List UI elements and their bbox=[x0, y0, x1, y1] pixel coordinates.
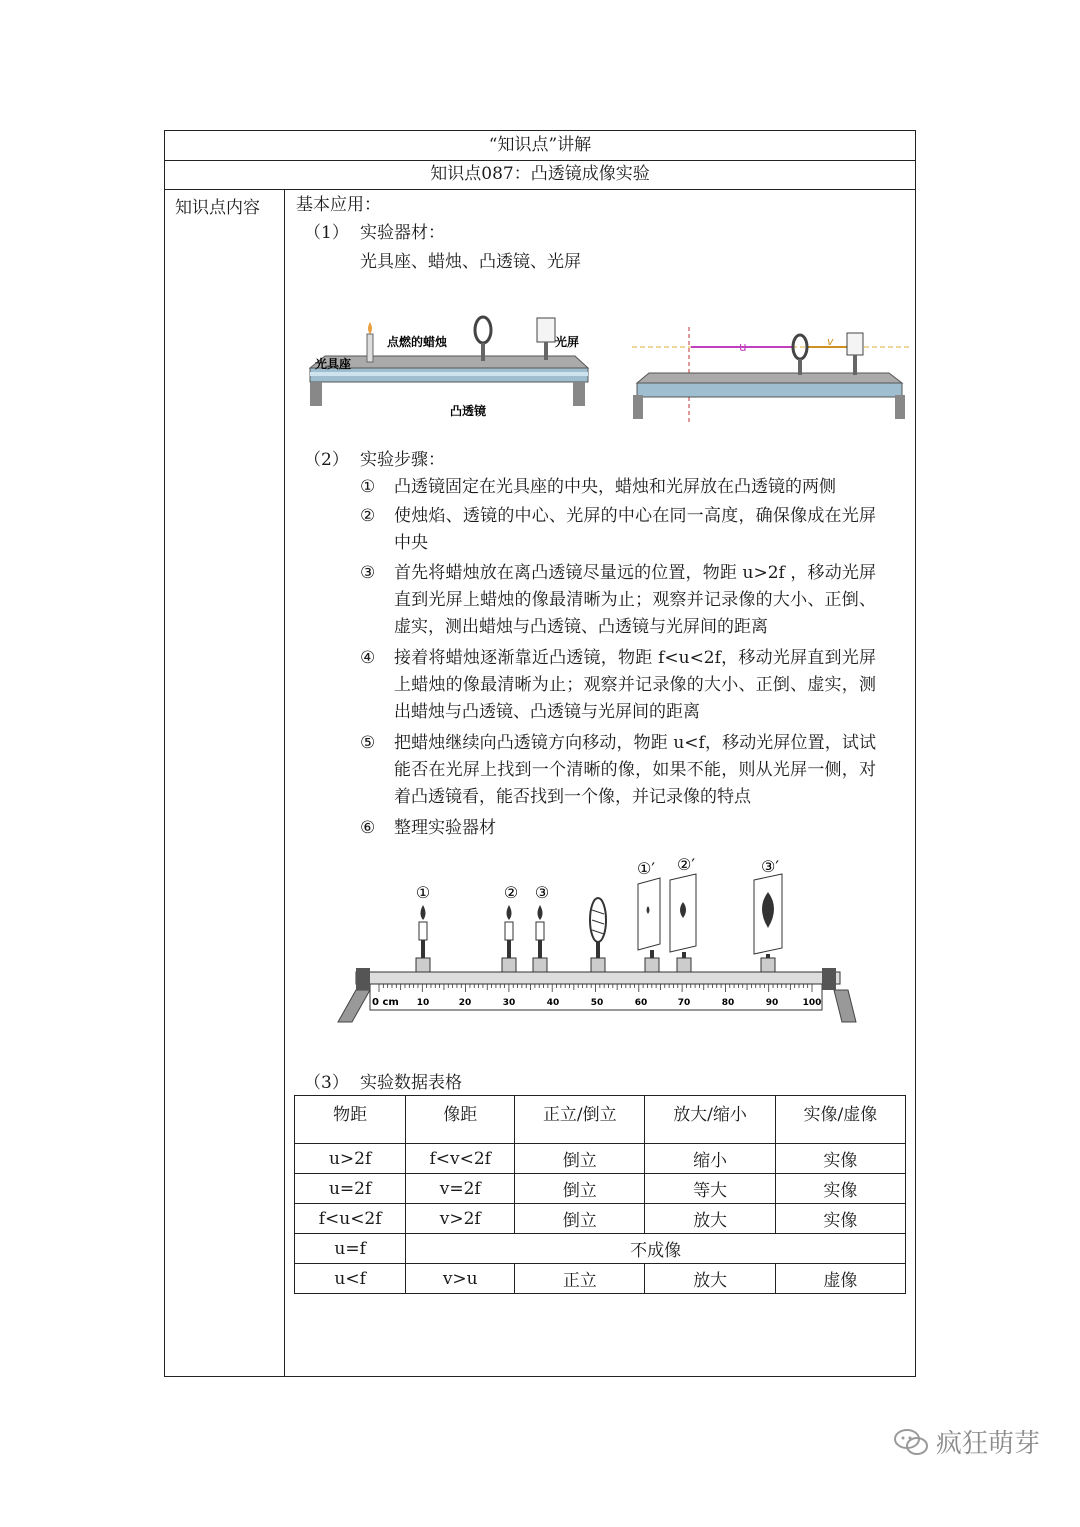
candle-body bbox=[419, 922, 427, 940]
screen-stand bbox=[544, 342, 548, 360]
screen-stand bbox=[766, 954, 770, 958]
part1-num: （1） bbox=[304, 223, 349, 243]
table-row bbox=[295, 1234, 906, 1264]
table-cell: 倒立 bbox=[515, 1174, 645, 1204]
bench-leg-right bbox=[834, 990, 856, 1022]
wechat-icon bbox=[893, 1427, 929, 1457]
screen-stand bbox=[853, 355, 857, 375]
step-num: ① bbox=[360, 477, 376, 497]
data-table bbox=[294, 1095, 906, 1294]
candle-label: ③ bbox=[534, 883, 550, 902]
candle-stand bbox=[538, 940, 542, 958]
candle-base bbox=[533, 958, 547, 972]
screen-1 bbox=[637, 859, 660, 972]
table-cell: u=f bbox=[295, 1234, 406, 1264]
candle-2 bbox=[502, 883, 518, 972]
candle-stand bbox=[421, 940, 425, 958]
header-cell: 物距 bbox=[295, 1096, 406, 1144]
lens bbox=[590, 898, 606, 972]
bench-scale bbox=[310, 372, 588, 376]
bench-leg-left bbox=[633, 395, 643, 419]
table-cell: 放大 bbox=[645, 1204, 775, 1234]
tick-label: 90 bbox=[765, 998, 779, 1008]
lens-stand bbox=[596, 942, 600, 958]
lens-icon bbox=[475, 317, 491, 343]
step-text: 整理实验器材 bbox=[394, 818, 496, 838]
step-num: ⑤ bbox=[360, 733, 376, 753]
tick-label: 50 bbox=[590, 998, 604, 1008]
table-cell: 实像 bbox=[775, 1204, 905, 1234]
screen-base bbox=[761, 958, 775, 972]
screen-base bbox=[645, 958, 659, 972]
bench-leg-left bbox=[338, 990, 370, 1022]
watermark-text: 疯狂萌芽 bbox=[936, 1429, 1041, 1459]
candle-base bbox=[502, 958, 516, 972]
screen-icon bbox=[847, 333, 863, 355]
label-lens: 凸透镜 bbox=[450, 404, 487, 418]
bench-leg-right bbox=[895, 395, 905, 419]
part2-title: 实验步骤： bbox=[360, 450, 445, 470]
candle-base bbox=[416, 958, 430, 972]
tick-label: 10 bbox=[416, 998, 430, 1008]
bench-top bbox=[637, 373, 902, 383]
table-row bbox=[295, 1204, 906, 1234]
table-row bbox=[295, 1264, 906, 1294]
bench-top bbox=[356, 972, 840, 984]
screen-base bbox=[677, 958, 691, 972]
candle-label: ① bbox=[415, 883, 431, 902]
part2-num: （2） bbox=[304, 450, 349, 470]
label-screen: 光屏 bbox=[555, 335, 580, 349]
section-title: 知识点087：凸透镜成像实验 bbox=[165, 160, 915, 190]
lens-base bbox=[591, 958, 605, 972]
table-cell: 虚像 bbox=[775, 1264, 905, 1294]
candle-1 bbox=[416, 883, 430, 972]
figure-bench-labeled bbox=[305, 312, 595, 422]
table-row bbox=[295, 1174, 906, 1204]
candle-3 bbox=[533, 883, 549, 972]
table-cell: f<v<2f bbox=[406, 1144, 515, 1174]
candle-body bbox=[536, 922, 544, 940]
candle-body bbox=[505, 922, 513, 940]
table-cell: 放大 bbox=[645, 1264, 775, 1294]
ruler-unit: 0 cm bbox=[372, 997, 399, 1008]
screen-icon bbox=[537, 318, 555, 342]
screen-label: ③′ bbox=[761, 857, 779, 876]
table-cell: v>2f bbox=[406, 1204, 515, 1234]
table-cell: u>2f bbox=[295, 1144, 406, 1174]
screen-label: ①′ bbox=[637, 859, 655, 878]
tick-label: 30 bbox=[502, 998, 516, 1008]
table-cell: 缩小 bbox=[645, 1144, 775, 1174]
step-num: ④ bbox=[360, 648, 376, 668]
step-text: 使烛焰、透镜的中心、光屏的中心在同一高度，确保像成在光屏中央 bbox=[394, 506, 876, 553]
flame-icon bbox=[507, 905, 512, 920]
table-cell: 倒立 bbox=[515, 1144, 645, 1174]
flame-icon bbox=[538, 905, 543, 920]
step-text: 首先将蜡烛放在离凸透镜尽量远的位置，物距 u>2f ，移动光屏直到光屏上蜡烛的像最清晰为止；观察并记录像的大小、正倒、虚实，测出蜡烛与凸透镜、凸透镜与光屏间的距离 bbox=[394, 563, 876, 637]
screen-stand bbox=[682, 952, 686, 958]
table-cell: 实像 bbox=[775, 1174, 905, 1204]
step-num: ② bbox=[360, 506, 376, 526]
candle-label: ② bbox=[503, 883, 519, 902]
table-cell: 等大 bbox=[645, 1174, 775, 1204]
table-cell-merged: 不成像 bbox=[406, 1234, 906, 1264]
label-candle: 点燃的蜡烛 bbox=[387, 335, 448, 349]
figure-bench-ruler bbox=[334, 850, 860, 1030]
screen-label: ②′ bbox=[677, 855, 695, 874]
tick-label: 100 bbox=[802, 998, 822, 1008]
screen-2 bbox=[670, 855, 696, 972]
left-label: 知识点内容 bbox=[175, 198, 260, 218]
label-v: v bbox=[827, 335, 834, 348]
header-cell: 像距 bbox=[406, 1096, 515, 1144]
table-cell: u<f bbox=[295, 1264, 406, 1294]
end-cap-right bbox=[822, 968, 836, 990]
screen-stand bbox=[650, 950, 654, 958]
flame-icon bbox=[368, 322, 372, 334]
candle bbox=[367, 334, 373, 362]
table-row bbox=[295, 1144, 906, 1174]
end-cap-left bbox=[356, 968, 370, 990]
screen-3 bbox=[754, 857, 782, 972]
header-cell: 实像/虚像 bbox=[775, 1096, 905, 1144]
tick-label: 70 bbox=[677, 998, 691, 1008]
table-cell: 正立 bbox=[515, 1264, 645, 1294]
label-u: u bbox=[739, 340, 747, 354]
part1-title: 实验器材： bbox=[360, 223, 445, 243]
tick-label: 60 bbox=[634, 998, 648, 1008]
table-cell: v=2f bbox=[406, 1174, 515, 1204]
intro-text: 基本应用： bbox=[296, 195, 381, 215]
table-header-row bbox=[295, 1096, 906, 1144]
page-title: “知识点”讲解 bbox=[165, 131, 915, 161]
lens-stand bbox=[481, 343, 485, 361]
part3-title: 实验数据表格 bbox=[360, 1073, 462, 1093]
left-column bbox=[165, 189, 285, 1376]
step-text: 接着将蜡烛逐渐靠近凸透镜，物距 f<u<2f，移动光屏直到光屏上蜡烛的像最清晰为止；观察并记录像的大小、正倒、虚实，测出蜡烛与凸透镜、凸透镜与光屏间的距离 bbox=[394, 648, 876, 722]
table-cell: v>u bbox=[406, 1264, 515, 1294]
bench-leg-right bbox=[573, 382, 585, 406]
tick-label: 40 bbox=[546, 998, 560, 1008]
header-cell: 放大/缩小 bbox=[645, 1096, 775, 1144]
table-cell: u=2f bbox=[295, 1174, 406, 1204]
lens-stand bbox=[798, 359, 802, 375]
part3-num: （3） bbox=[304, 1073, 349, 1093]
bench-leg-left bbox=[310, 382, 322, 406]
screen-panel bbox=[638, 878, 660, 950]
candle-stand bbox=[507, 940, 511, 958]
step-num: ③ bbox=[360, 563, 376, 583]
figure-bench-uv bbox=[627, 325, 912, 430]
table-cell: 倒立 bbox=[515, 1204, 645, 1234]
label-bench: 光具座 bbox=[315, 357, 352, 371]
step-text: 凸透镜固定在光具座的中央，蜡烛和光屏放在凸透镜的两侧 bbox=[394, 477, 836, 497]
table-cell: 实像 bbox=[775, 1144, 905, 1174]
bench-rail bbox=[637, 383, 902, 397]
part1-items: 光具座、蜡烛、凸透镜、光屏 bbox=[360, 252, 581, 272]
tick-label: 20 bbox=[458, 998, 472, 1008]
header-cell: 正立/倒立 bbox=[515, 1096, 645, 1144]
step-text: 把蜡烛继续向凸透镜方向移动，物距 u<f，移动光屏位置，试试能否在光屏上找到一个清晰的像，如果不能，则从光屏一侧，对着凸透镜看，能否找到一个像，并记录像的特点 bbox=[394, 733, 876, 807]
table-cell: f<u<2f bbox=[295, 1204, 406, 1234]
flame-icon bbox=[421, 905, 426, 920]
step-num: ⑥ bbox=[360, 818, 376, 838]
tick-label: 80 bbox=[721, 998, 735, 1008]
